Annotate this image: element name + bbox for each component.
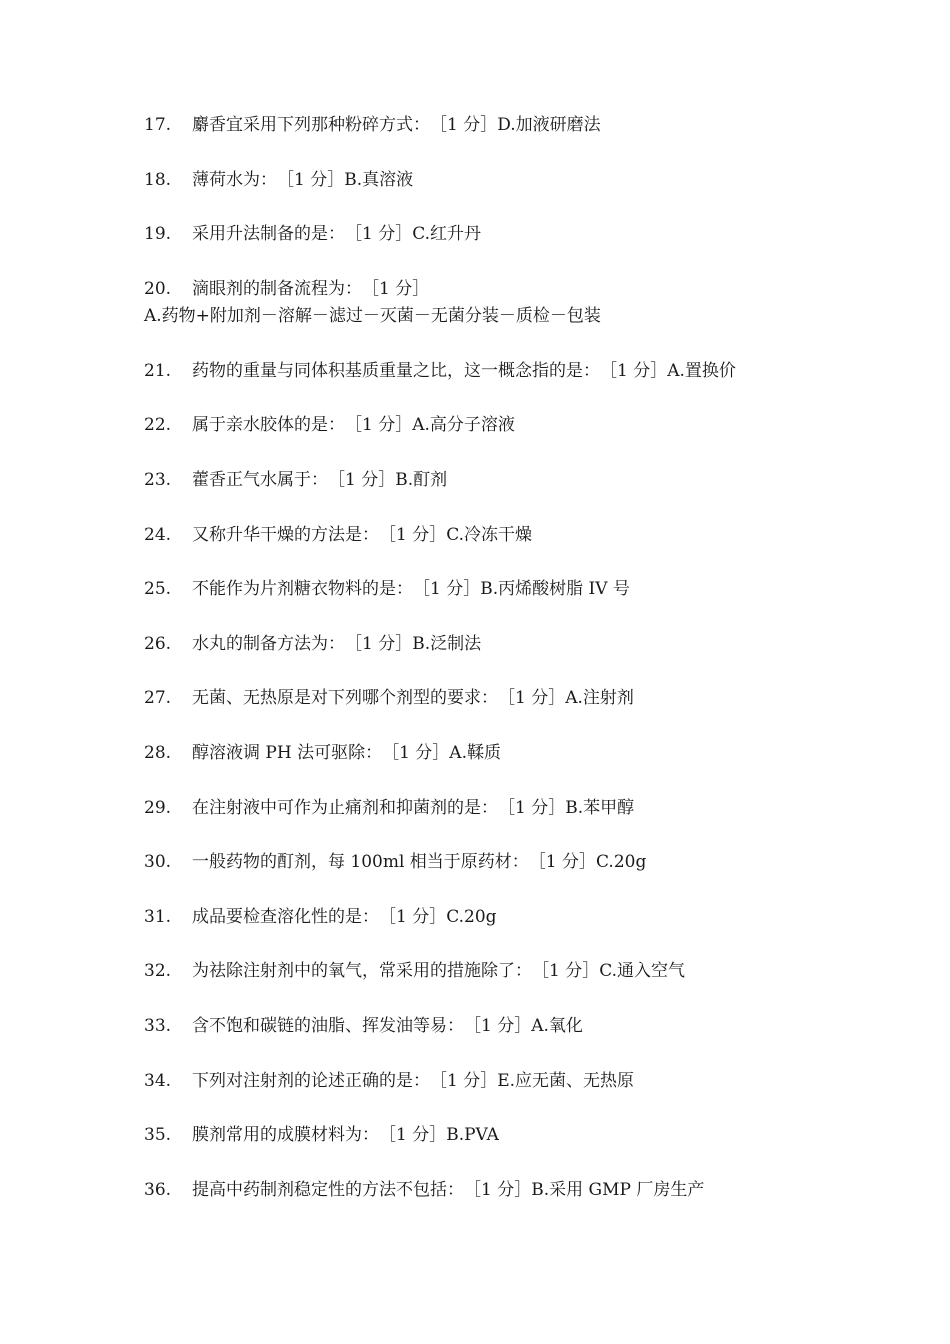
question-text: 麝香宜采用下列那种粉碎方式： ［1 分］D.加液研磨法 — [192, 115, 601, 135]
question-number: 24. — [144, 524, 172, 545]
question-text: 滴眼剂的制备流程为： ［1 分］ — [192, 278, 430, 299]
question-text: 薄荷水为： ［1 分］B.真溶液 — [192, 169, 414, 190]
question-number: 34. — [144, 1070, 172, 1091]
question-number: 27. — [144, 688, 172, 709]
question-text: 提高中药制剂稳定性的方法不包括： ［1 分］B.采用 GMP 厂房生产 — [192, 1179, 705, 1200]
question-item — [144, 221, 864, 276]
question-number: 35. — [144, 1125, 172, 1146]
question-number: 26. — [144, 633, 172, 654]
question-number: 19. — [144, 224, 172, 245]
question-item — [144, 631, 864, 686]
question-number: 18. — [144, 169, 172, 190]
question-text: 含不饱和碳链的油脂、挥发油等易： ［1 分］A.氧化 — [192, 1015, 583, 1036]
question-number: 28. — [144, 742, 172, 763]
question-item — [144, 276, 864, 358]
question-text: 采用升法制备的是： ［1 分］C.红升丹 — [192, 224, 482, 245]
question-text: 醇溶液调 PH 法可驱除： ［1 分］A.鞣质 — [192, 742, 501, 763]
question-item — [144, 467, 864, 522]
question-item — [144, 522, 864, 577]
question-text: 成品要检查溶化性的是： ［1 分］C.20g — [192, 906, 497, 927]
question-text: 药物的重量与同体积基质重量之比，这一概念指的是： ［1 分］A.置换价 — [192, 360, 736, 381]
question-item — [144, 576, 864, 631]
question-number: 32. — [144, 961, 172, 982]
question-list — [144, 112, 864, 1231]
question-text: 在注射液中可作为止痛剂和抑菌剂的是： ［1 分］B.苯甲醇 — [192, 797, 635, 818]
question-number: 25. — [144, 579, 172, 600]
question-text: 下列对注射剂的论述正确的是： ［1 分］E.应无菌、无热原 — [192, 1070, 635, 1091]
question-number: 30. — [144, 852, 172, 873]
question-text: 不能作为片剂糖衣物料的是： ［1 分］B.丙烯酸树脂 IV 号 — [192, 579, 630, 600]
question-number: 33. — [144, 1015, 172, 1036]
question-text: 膜剂常用的成膜材料为： ［1 分］B.PVA — [192, 1125, 499, 1146]
question-text: 水丸的制备方法为： ［1 分］B.泛制法 — [192, 633, 482, 654]
question-text: 属于亲水胶体的是： ［1 分］A.高分子溶液 — [192, 415, 515, 436]
question-item — [144, 958, 864, 1013]
question-item — [144, 1122, 864, 1177]
question-answer: A.药物+附加剂－溶解－滤过－灭菌－无菌分装－质检－包装 — [144, 305, 601, 326]
question-text: 无菌、无热原是对下列哪个剂型的要求： ［1 分］A.注射剂 — [192, 688, 634, 709]
question-item — [144, 849, 864, 904]
question-item — [144, 1068, 864, 1123]
question-item — [144, 795, 864, 850]
question-text: 为祛除注射剂中的氧气，常采用的措施除了： ［1 分］C.通入空气 — [192, 961, 686, 982]
question-number: 17. — [144, 115, 172, 135]
question-item — [144, 1013, 864, 1068]
question-item — [144, 904, 864, 959]
question-item — [144, 740, 864, 795]
question-item — [144, 167, 864, 222]
question-number: 21. — [144, 360, 172, 381]
question-item — [144, 358, 864, 413]
question-number: 22. — [144, 415, 172, 436]
question-number: 31. — [144, 906, 172, 927]
question-item — [144, 412, 864, 467]
question-item — [144, 112, 864, 167]
question-text: 藿香正气水属于： ［1 分］B.酊剂 — [192, 469, 448, 490]
question-number: 36. — [144, 1179, 172, 1200]
question-text: 一般药物的酊剂，每 100ml 相当于原药材： ［1 分］C.20g — [192, 852, 647, 873]
question-text: 又称升华干燥的方法是： ［1 分］C.冷冻干燥 — [192, 524, 533, 545]
question-number: 20. — [144, 278, 172, 299]
question-number: 29. — [144, 797, 172, 818]
question-item — [144, 685, 864, 740]
question-item — [144, 1177, 864, 1232]
question-number: 23. — [144, 469, 172, 490]
